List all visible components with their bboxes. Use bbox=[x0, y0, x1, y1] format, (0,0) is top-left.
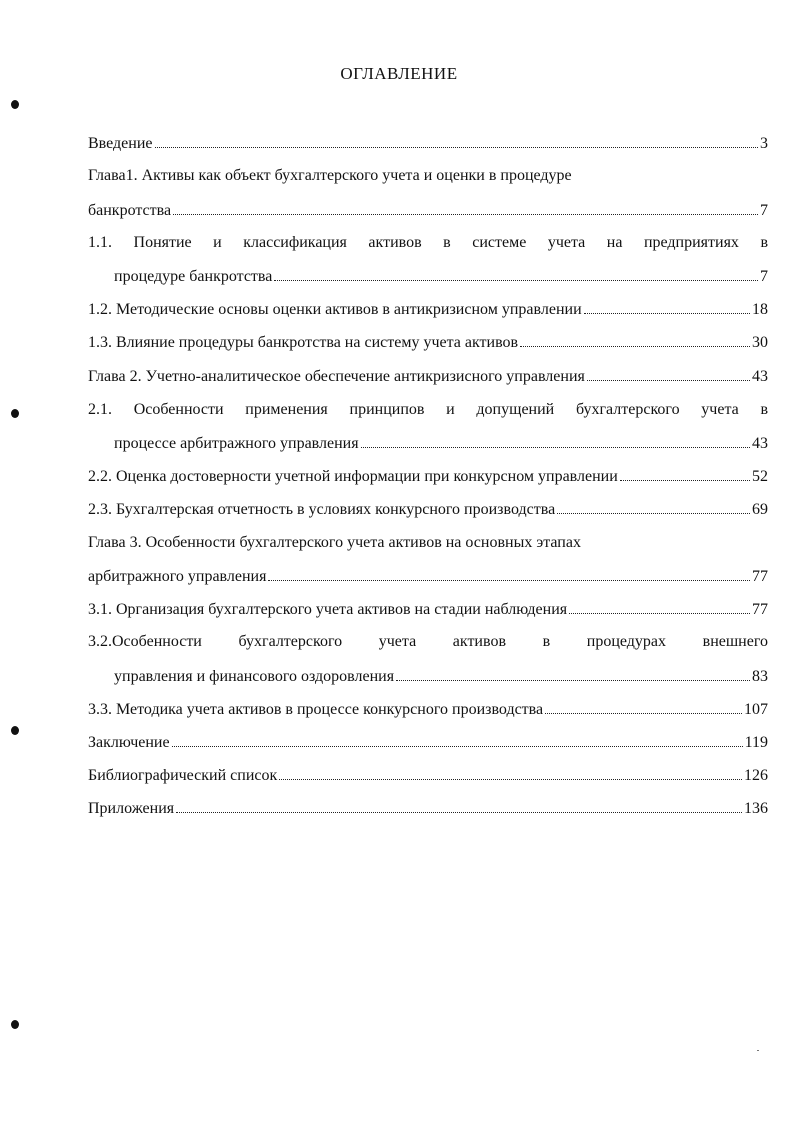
dot-leader bbox=[620, 465, 750, 481]
toc-entry-text: процедуре банкротства bbox=[114, 268, 273, 285]
toc-entry-text: Глава1. Активы как объект бухгалтерского учета и оценки в процедуре bbox=[88, 167, 572, 184]
toc-entry-introduction[interactable] bbox=[88, 132, 768, 154]
toc-entry-text: 1.2. Методические основы оценки активов в антикризисном управлении bbox=[88, 301, 582, 318]
dot-leader bbox=[587, 365, 750, 381]
toc-entry-chapter-2[interactable] bbox=[88, 365, 768, 387]
toc-page-number: 126 bbox=[744, 767, 768, 784]
dot-leader bbox=[557, 498, 750, 514]
dot-leader bbox=[520, 331, 750, 347]
toc-page-number: 52 bbox=[752, 468, 768, 485]
toc-entry-text: 2.2. Оценка достоверности учетной информации при конкурсном управлении bbox=[88, 468, 618, 485]
toc-entry-3-2-title[interactable]: 3.2.Особенности бухгалтерского учета активов в процедурах внешнего bbox=[88, 633, 768, 650]
toc-entry-text: 2.3. Бухгалтерская отчетность в условиях конкурсного производства bbox=[88, 501, 556, 518]
toc-entry-conclusion[interactable] bbox=[88, 731, 768, 753]
toc-entry-text: Библиографический список bbox=[88, 767, 278, 784]
toc-page-number: 107 bbox=[744, 701, 768, 718]
toc-entry-text: Заключение bbox=[88, 734, 170, 751]
toc-page-number: 136 bbox=[744, 800, 768, 817]
toc-entry-2-3[interactable] bbox=[88, 498, 768, 520]
toc-entry-chapter-3-title[interactable] bbox=[88, 532, 768, 554]
toc-page-number: 3 bbox=[760, 135, 768, 152]
toc-entry-text: 3.1. Организация бухгалтерского учета активов на стадии наблюдения bbox=[88, 601, 568, 618]
toc-page-number: 43 bbox=[752, 435, 768, 452]
toc-page-number: 18 bbox=[752, 301, 768, 318]
dot-leader bbox=[176, 797, 742, 813]
toc-entry-text: арбитражного управления bbox=[88, 568, 267, 585]
toc-page-number: 7 bbox=[760, 202, 768, 219]
toc-entry-2-1-title[interactable]: 2.1. Особенности применения принципов и допущений бухгалтерского учета в bbox=[88, 401, 768, 418]
dot-leader bbox=[274, 265, 758, 281]
toc-entry-text: процессе арбитражного управления bbox=[114, 435, 359, 452]
toc-entry-1-2[interactable] bbox=[88, 298, 768, 320]
toc-page-number: 69 bbox=[752, 501, 768, 518]
dot-leader bbox=[155, 132, 759, 148]
page-title: ОГЛАВЛЕНИЕ bbox=[340, 64, 458, 83]
dot-leader bbox=[584, 298, 750, 314]
dot-leader bbox=[279, 764, 742, 780]
toc-entry-chapter-1-title[interactable] bbox=[88, 165, 768, 187]
toc-page-number: 7 bbox=[760, 268, 768, 285]
scan-speck bbox=[757, 1050, 759, 1051]
punch-hole-mark bbox=[11, 409, 19, 418]
toc-entry-3-2-cont[interactable] bbox=[114, 665, 768, 687]
punch-hole-mark bbox=[11, 726, 19, 735]
toc-page-number: 77 bbox=[752, 568, 768, 585]
dot-leader bbox=[361, 432, 750, 448]
toc-page-number: 119 bbox=[744, 734, 768, 751]
toc-page-number: 77 bbox=[752, 601, 768, 618]
toc-entry-text: Глава 3. Особенности бухгалтерского учета активов на основных этапах bbox=[88, 534, 581, 551]
dot-leader bbox=[173, 199, 758, 215]
toc-entry-3-3[interactable] bbox=[88, 698, 768, 720]
toc-entry-3-1[interactable] bbox=[88, 598, 768, 620]
toc-entry-bibliography[interactable] bbox=[88, 764, 768, 786]
toc-entry-text: управления и финансового оздоровления bbox=[114, 668, 395, 685]
toc-page-number: 83 bbox=[752, 668, 768, 685]
toc-entry-1-1-title[interactable]: 1.1. Понятие и классификация активов в системе учета на предприятиях в bbox=[88, 234, 768, 251]
toc-entry-chapter-3-cont[interactable] bbox=[88, 565, 768, 587]
toc-entry-text: Введение bbox=[88, 135, 153, 152]
punch-hole-mark bbox=[11, 1020, 19, 1029]
dot-leader bbox=[396, 665, 750, 681]
toc-entry-2-2[interactable] bbox=[88, 465, 768, 487]
toc-page-number: 30 bbox=[752, 334, 768, 351]
toc-entry-2-1-cont[interactable] bbox=[114, 432, 768, 454]
toc-entry-text: Приложения bbox=[88, 800, 175, 817]
toc-entry-1-3[interactable] bbox=[88, 331, 768, 353]
toc-entry-chapter-1-cont[interactable] bbox=[88, 199, 768, 221]
toc-page-number: 43 bbox=[752, 368, 768, 385]
toc-entry-text: 3.3. Методика учета активов в процессе конкурсного производства bbox=[88, 701, 544, 718]
punch-hole-mark bbox=[11, 100, 19, 109]
toc-entry-text: банкротства bbox=[88, 202, 172, 219]
dot-leader bbox=[172, 731, 743, 747]
toc-entry-appendices[interactable] bbox=[88, 797, 768, 819]
dot-leader bbox=[268, 565, 750, 581]
dot-leader bbox=[545, 698, 742, 714]
dot-leader bbox=[569, 598, 750, 614]
toc-entry-text: 1.3. Влияние процедуры банкротства на систему учета активов bbox=[88, 334, 519, 351]
toc-entry-text: Глава 2. Учетно-аналитическое обеспечение антикризисного управления bbox=[88, 368, 585, 385]
toc-entry-1-1-cont[interactable] bbox=[114, 265, 768, 287]
